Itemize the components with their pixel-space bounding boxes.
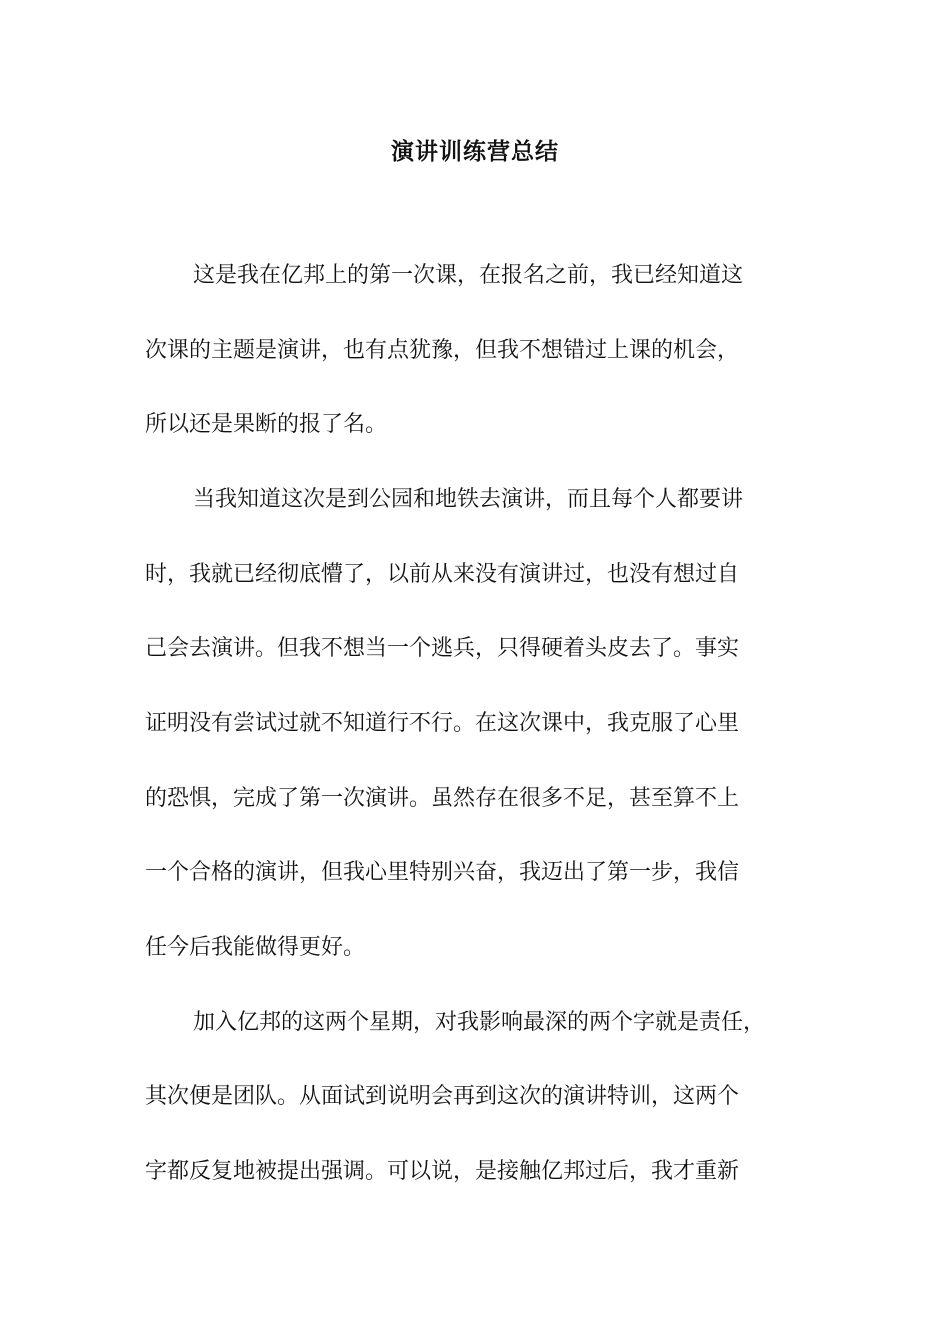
paragraph-2-line-5: 的恐惧，完成了第一次演讲。虽然存在很多不足，甚至算不上 <box>145 786 740 811</box>
paragraph-1-line-1: 这是我在亿邦上的第一次课，在报名之前，我已经知道这 <box>193 263 744 288</box>
paragraph-1-line-2: 次课的主题是演讲，也有点犹豫，但我不想错过上课的机会， <box>145 338 740 363</box>
paragraph-2-line-1: 当我知道这次是到公园和地铁去演讲，而且每个人都要讲 <box>193 487 744 512</box>
document-title: 演讲训练营总结 <box>391 138 559 165</box>
paragraph-2-line-6: 一个合格的演讲，但我心里特别兴奋，我迈出了第一步，我信 <box>145 860 740 885</box>
paragraph-3-line-2: 其次便是团队。从面试到说明会再到这次的演讲特训，这两个 <box>145 1084 740 1109</box>
paragraph-3-line-3: 字都反复地被提出强调。可以说，是接触亿邦过后，我才重新 <box>145 1159 740 1184</box>
paragraph-3-line-1: 加入亿邦的这两个星期，对我影响最深的两个字就是责任， <box>193 1010 766 1035</box>
paragraph-2-line-3: 己会去演讲。但我不想当一个逃兵，只得硬着头皮去了。事实 <box>145 636 740 661</box>
paragraph-1-line-3: 所以还是果断的报了名。 <box>145 412 388 437</box>
paragraph-2-line-7: 任今后我能做得更好。 <box>145 935 366 960</box>
paragraph-2-line-4: 证明没有尝试过就不知道行不行。在这次课中，我克服了心里 <box>145 711 740 736</box>
paragraph-2-line-2: 时，我就已经彻底懵了，以前从来没有演讲过，也没有想过自 <box>145 562 740 587</box>
